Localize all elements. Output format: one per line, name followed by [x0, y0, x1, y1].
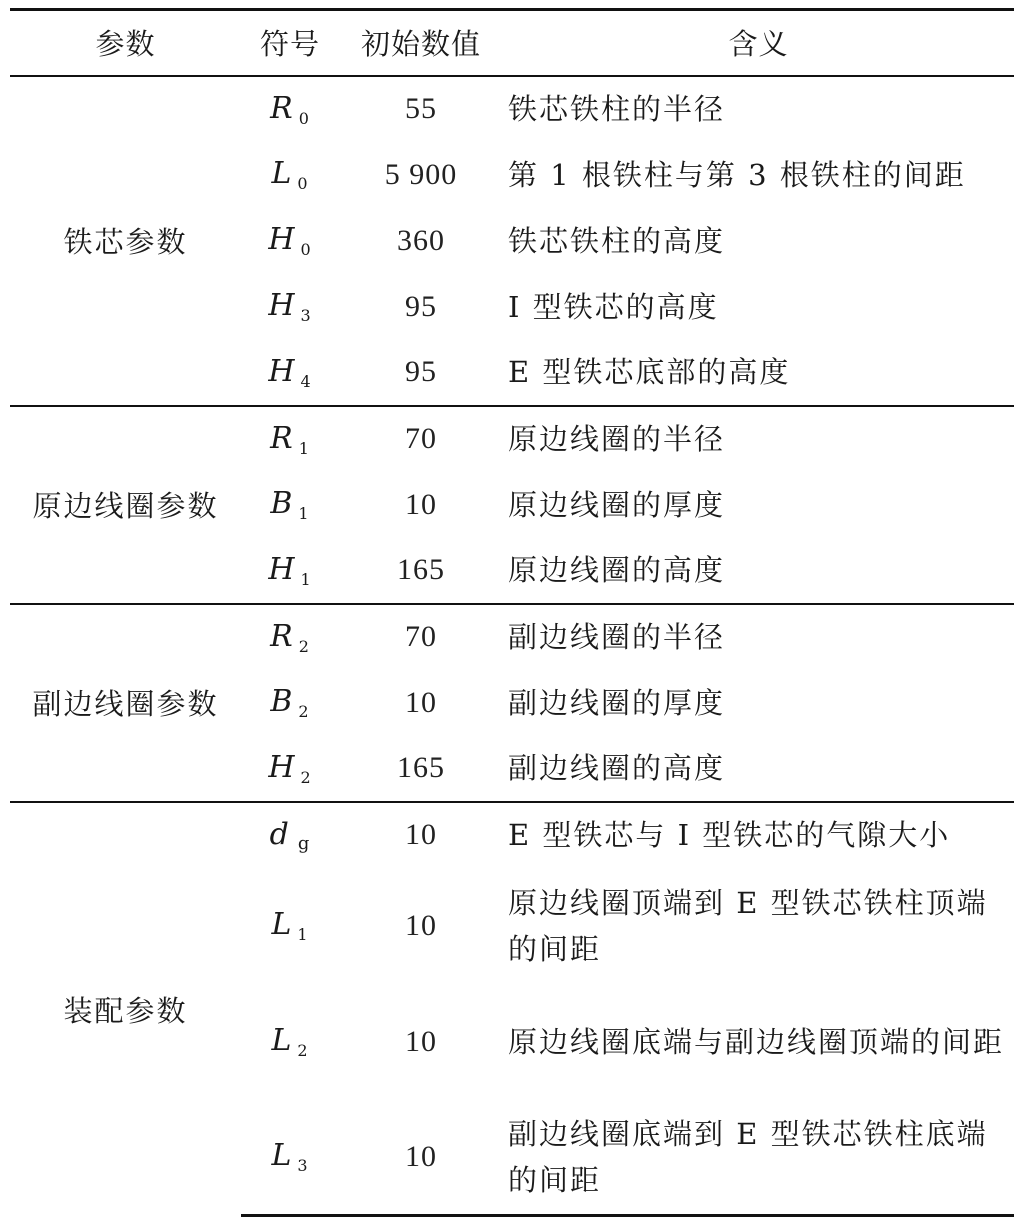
symbol-cell: [241, 142, 339, 208]
symbol-letter: L: [271, 1023, 293, 1058]
symbol-cell: [241, 604, 339, 670]
symbol-subscript: 3: [297, 1156, 309, 1176]
value-cell: 70: [339, 604, 503, 670]
group-label-primary-coil: 原边线圈参数: [10, 406, 241, 604]
table-row: [10, 604, 1014, 670]
symbol-letter: R: [270, 420, 294, 456]
symbol-subscript: 2: [298, 702, 310, 721]
group-label-assembly: 装配参数: [10, 802, 241, 1216]
table-header-row: [10, 10, 1014, 76]
meaning-cell: 副边线圈的半径: [503, 604, 1014, 670]
value-cell: 95: [405, 289, 437, 323]
symbol-subscript: 0: [297, 174, 309, 193]
symbol-letter: B: [270, 684, 294, 719]
meaning-cell: 铁芯铁柱的半径: [503, 76, 1014, 142]
header-symbol: 符号: [241, 10, 339, 76]
symbol-cell: [241, 274, 339, 340]
value-cell: 10: [339, 1100, 503, 1216]
symbol-subscript: 2: [298, 636, 310, 656]
symbol-letter: L: [271, 907, 293, 942]
value-cell: 70: [339, 406, 503, 472]
symbol-cell: [241, 868, 339, 984]
meaning-cell: 第 1 根铁柱与第 3 根铁柱的间距: [508, 157, 966, 192]
symbol-subscript: 2: [297, 1041, 309, 1060]
table-row: [10, 76, 1014, 142]
symbol-letter: H: [268, 749, 296, 785]
symbol-cell: [241, 208, 339, 274]
symbol-subscript: 0: [298, 108, 310, 128]
symbol-subscript: 1: [298, 438, 310, 458]
symbol-cell: [241, 76, 339, 142]
symbol-cell: [241, 538, 339, 604]
meaning-cell: 铁芯铁柱的高度: [508, 223, 726, 258]
value-cell: 10: [405, 1024, 437, 1058]
symbol-letter: L: [271, 1138, 293, 1174]
symbol-letter: B: [270, 486, 294, 521]
group-label-secondary-coil: 副边线圈参数: [10, 604, 241, 802]
meaning-cell: 原边线圈的高度: [508, 553, 726, 587]
value-cell: 95: [405, 355, 437, 388]
meaning-cell: 副边线圈底端到 E 型铁芯铁柱底端的间距: [503, 1100, 1014, 1216]
value-cell: 165: [397, 751, 445, 784]
symbol-letter: R: [270, 618, 294, 654]
value-cell: 10: [405, 685, 437, 719]
symbol-subscript: 0: [300, 240, 312, 259]
symbol-subscript: 1: [297, 925, 309, 944]
header-initial-value: 初始数值: [339, 10, 503, 76]
symbol-subscript: 3: [300, 306, 312, 325]
symbol-cell: [241, 1100, 339, 1216]
symbol-subscript: g: [297, 832, 311, 854]
meaning-cell: 副边线圈的厚度: [508, 685, 726, 720]
meaning-cell: 原边线圈的半径: [503, 406, 1014, 472]
symbol-subscript: 1: [298, 504, 310, 523]
symbol-subscript: 1: [300, 569, 312, 589]
symbol-letter: H: [268, 288, 296, 323]
value-cell: 55: [339, 76, 503, 142]
value-cell: 10: [405, 908, 437, 942]
symbol-letter: H: [268, 353, 296, 389]
symbol-letter: d: [269, 816, 290, 852]
symbol-letter: H: [268, 551, 296, 587]
meaning-cell: 原边线圈底端与副边线圈顶端的间距: [508, 1024, 1005, 1059]
meaning-cell: E 型铁芯与 I 型铁芯的气隙大小: [503, 802, 1014, 868]
symbol-cell: [241, 802, 339, 868]
symbol-cell: [241, 472, 339, 538]
symbol-subscript: 4: [300, 371, 312, 391]
symbol-letter: R: [270, 90, 294, 126]
value-cell: 10: [339, 802, 503, 868]
symbol-cell: [241, 984, 339, 1100]
meaning-cell: I 型铁芯的高度: [508, 289, 719, 324]
symbol-letter: L: [271, 156, 293, 191]
header-param: 参数: [10, 10, 241, 76]
table-row: [10, 406, 1014, 472]
header-meaning: 含义: [503, 10, 1014, 76]
meaning-cell: 原边线圈的厚度: [508, 487, 726, 522]
symbol-cell: [241, 340, 339, 406]
symbol-letter: H: [268, 222, 296, 257]
symbol-cell: [241, 406, 339, 472]
value-cell: 10: [405, 487, 437, 521]
parameter-table: [10, 8, 1014, 1217]
meaning-cell: E 型铁芯底部的高度: [508, 355, 791, 389]
group-label-core: 铁芯参数: [10, 76, 241, 406]
meaning-cell: 副边线圈的高度: [508, 751, 726, 785]
value-cell: 165: [397, 553, 445, 586]
symbol-cell: [241, 736, 339, 802]
table-row: [10, 802, 1014, 868]
value-cell: 360: [397, 223, 445, 257]
value-cell: 5 900: [384, 157, 458, 191]
parameter-table-container: [10, 8, 1014, 1217]
symbol-cell: [241, 670, 339, 736]
symbol-subscript: 2: [300, 767, 312, 787]
meaning-cell: 原边线圈顶端到 E 型铁芯铁柱顶端的间距: [508, 885, 988, 966]
